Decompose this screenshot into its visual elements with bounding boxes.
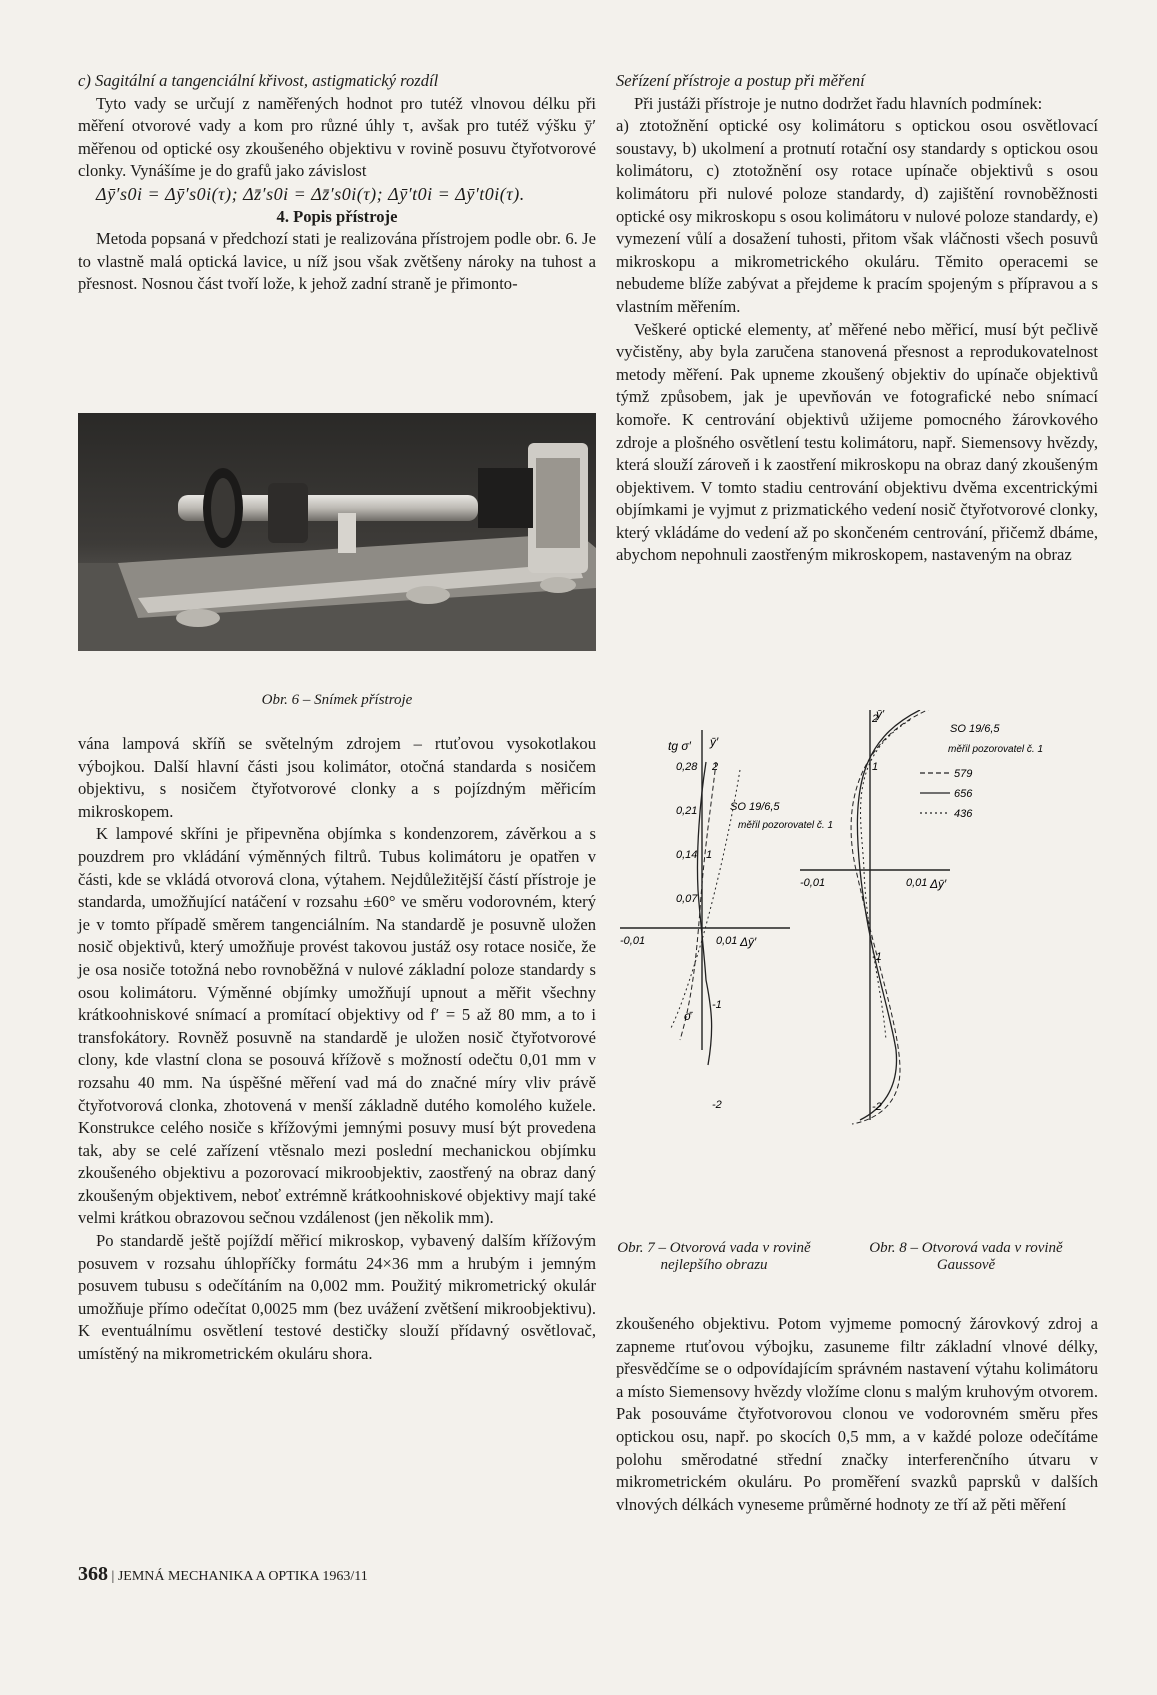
fig7-label-1: 1 [706, 849, 713, 861]
fig7-caption: Obr. 7 – Otvorová vada v rovině nejlepšího obrazu [617, 1240, 811, 1273]
section-c-text: Tyto vady se určují z naměřených hodnot pro tutéž vlnovou délku při měření otvorové vady a kom pro různé úhly τ, avšak pro tutéž výšku ȳ′ měřenou od optické osy zkoušeného objektivu v rovině posuvu čtyřotvorové clonky. Vynášíme je do grafů jako závislost [78, 93, 596, 181]
fig7-x-label: Δȳ′ [740, 935, 757, 949]
right-paragraph-1b: a) ztotožnění optické osy kolimátoru s optickou osou osvětlovací soustavy, b) ukolmení a protnutí rotační osy standardy s optickou osou kolimátoru, c) ztotožnění osy rotace upínače objektivů s osou kolimátoru při nulové poloze standardy, d) zajištění rovnoběžnosti optické osy mikroskopu s osou kolimátoru v nulové poloze standardy, e) vymezení vůlí a dosažení tuhosti, přitom však vláčnosti všech posuvů mikroskopu a mikrometrického okuláru. Těmito operacemi se nebudeme blíže zabývat a přejdeme k pracím spojeným s přípravou a s vlastním měřením. [616, 116, 1098, 316]
right-paragraph-3: zkoušeného objektivu. Potom vyjmeme pomocný žárovkový zdroj a zapneme rtuťovou výbojku, zasuneme filtr základní vlnové délky, přesvědčíme se o odpovídajícím správném nastavení výtahu kolimátoru a místo Siemensovy hvězdy vložíme clonu s malým kruhovým otvorem. Pak posouváme čtyřotvorovou clonou ve vodorovném směru přes optickou osu, např. po skocích 0,5 mm, a v každé poloze odečítáme polohu směrodatné střední značky interferenčního útvaru v mikrometrickém okuláru. Po proměření svazků paprsků v dalších vlnových délkách vyneseme průměrné hodnoty ze tří až pěti měření [616, 1314, 1098, 1514]
fig8-caption: Obr. 8 – Otvorová vada v rovině Gaussově [869, 1240, 1063, 1273]
figure8 [800, 710, 1043, 1124]
figures-7-8 [620, 710, 1100, 1240]
right-column-bottom [616, 1313, 1098, 1516]
section-4-text: Metoda popsaná v předchozí stati je realizována přístrojem podle obr. 6. Je to vlastně malá optická lavice, u níž jsou však zvětšeny nároky na tuhost a přesnost. Nosnou část tvoří lože, k jehož zadní straně je přimonto- [78, 229, 596, 294]
fig8-y-label: ȳ′ [876, 710, 885, 721]
fig7-y-label: tg σ′ [668, 739, 691, 753]
fig7-tick-y-3: 0,07 [676, 893, 698, 905]
left-column-bottom [78, 733, 596, 1366]
figure7 [620, 730, 833, 1111]
fig7-note2: měřil pozorovatel č. 1 [738, 820, 834, 831]
page-number: 368 [78, 1563, 108, 1585]
fig8-legend-0: 579 [954, 768, 973, 780]
right-column-top [616, 70, 1098, 567]
fig8-tick-x-0: -0,01 [800, 877, 826, 889]
fig8-label-1: 1 [872, 761, 879, 773]
fig7-tick-y-1: 0,21 [676, 805, 698, 817]
fig8-curve-dotted [861, 720, 910, 1040]
fig7-sigma: σ̄ [684, 1009, 692, 1023]
fig7-tick-y-0: 0,28 [676, 761, 698, 773]
fig7-tick-x-1: 0,01 [716, 935, 738, 947]
formula: Δȳ′s0i = Δȳ′s0i(τ); Δz̄′s0i = Δz̄′s0i(τ); Δȳ′t0i = Δȳ′t0i(τ). [96, 183, 525, 204]
right-paragraph-1: Při justáži přístroje je nutno dodržet řadu hlavních podmínek: [634, 93, 1043, 113]
section-c-heading: c) Sagitální a tangenciální křivost, astigmatický rozdíl [78, 71, 439, 90]
continued-paragraph-2: K lampové skříni je připevněna objímka s kondenzorem, závěrkou a s pouzdrem pro vkládání výměnných filtrů. Tubus kolimátoru je opatřen v části, kde se vkládá otvorová clona, výtahem. Nejdůležitější částí přístroje je standarda, umožňující natáčení v rozsahu ±60° ve směru vodorovném, který je v tomto případě směrem tangenciálním. Na standardě je posuvně uložen nosič objektivů, který umožňuje provést takovou justáž osy rotace nosiče, že je osa nosiče totožná nebo rovnoběžná v nulové základní poloze standardy s osou kolimátoru. Výměnné objímky umožňují upnout a měřit všechny krátkoohniskové snímací a promítací objektivy od f′ = 5 až 80 mm, a to i transfokátory. Rovněž posuvně na standardě je uložen nosič čtyřotvorové clony, kde vlastní clona se posouvá křížově s možností odečtu 0,01 mm v rozsahu 40 mm. Na úspěšné měření vad má do značné míry vliv právě čtyřotvorová clonka, zhotovená v menší základně dutého komolého kužele. Konstrukce celého nosiče s křížovými jemnými posuvy musí být provedena tak, aby se celé zařízení vtěsnalo mezi poslední mechanickou objímku zkoušeného objektivu a pozorovací mikroobjektiv, zaostřený na obraz daný zkoušeným objektivem, neboť extrémně krátkoohniskové objektivy mají také velmi krátkou obrazovou sečnou vzdálenost (jen několik mm). [78, 824, 596, 1228]
fig8-legend-2: 436 [954, 808, 973, 820]
fig7-note1: SO 19/6,5 [730, 801, 780, 813]
right-heading: Seřízení přístroje a postup při měření [616, 71, 865, 90]
section-4-heading: 4. Popis přístroje [276, 206, 398, 226]
fig7-y-label2: ȳ′ [710, 735, 719, 749]
fig7-label-2: 2 [712, 761, 719, 773]
fig8-note1: SO 19/6,5 [950, 723, 1000, 735]
fig6-caption: Obr. 6 – Snímek přístroje [261, 692, 413, 708]
continued-paragraph-1: vána lampová skříň se světelným zdrojem – rtuťovou vysokotlakou výbojkou. Další hlavní části jsou kolimátor, otočná standarda s nosičem objektivu, s nosičem čtyřotvorové clonky a s pojízdným měřicím mikroskopem. [78, 734, 596, 821]
footer-divider: | [111, 1569, 118, 1584]
fig8-x-label: Δȳ′ [930, 877, 947, 891]
left-column-top [78, 70, 596, 296]
fig7-tick-x-0: -0,01 [620, 935, 646, 947]
instrument-photo [78, 413, 596, 651]
journal-name: JEMNÁ MECHANIKA A OPTIKA 1963/11 [117, 1569, 368, 1584]
right-paragraph-2: Veškeré optické elementy, ať měřené nebo měřicí, musí být pečlivě vyčistěny, aby byla zaručena stanovená přesnost a reprodukovatelnost metody měření. Pak upneme zkoušený objektiv do upínače objektivů týmž způsobem, jak je upevňován ve fotografické nebo snímací komoře. K centrování objektivů užijeme pomocného žárovkového zdroje a plošného osvětlení testu kolimátoru, např. Siemensovy hvězdy, která slouží zároveň i k zaostření mikroskopu na obraz daný zkoušeným objektivem. V tomto stadiu centrování objektivu dvěma excentrickými objímkami je vyjmut z prizmatického vedení nosič čtyřotvorové clonky, který vkládáme do vedení až po skončeném centrování, přičemž dbáme, abychom nepohnuli zaostřeným mikroskopem, nastaveným na obraz [616, 319, 1098, 565]
fig8-legend-1: 656 [954, 788, 973, 800]
fig7-tick-y-2: 0,14 [676, 849, 698, 861]
fig8-label-neg2: -2 [872, 1101, 882, 1113]
fig8-note2: měřil pozorovatel č. 1 [948, 744, 1044, 755]
fig7-label-neg2: -2 [712, 1099, 722, 1111]
fig8-tick-x-1: 0,01 [906, 877, 928, 889]
fig8-label-neg1: -1 [872, 951, 882, 963]
fig8-label-2: 2 [872, 713, 879, 725]
fig7-label-neg1: -1 [712, 999, 722, 1011]
page-footer [78, 1563, 368, 1586]
continued-paragraph-3: Po standardě ještě pojíždí měřicí mikroskop, vybavený dalším křížovým posuvem v rozsahu úhlopříčky formátu 24×36 mm a hrubým i jemným posuvem tubusu s odečítáním na 0,002 mm. Použitý mikrometrický okulár umožňuje přímo odečítat 0,0025 mm (bez uvážení zvětšení mikroobjektivu). K eventuálnímu osvětlení testové destičky slouží přídavný osvětlovač, umístěný na mikrometrickém okuláru shora. [78, 1231, 596, 1364]
